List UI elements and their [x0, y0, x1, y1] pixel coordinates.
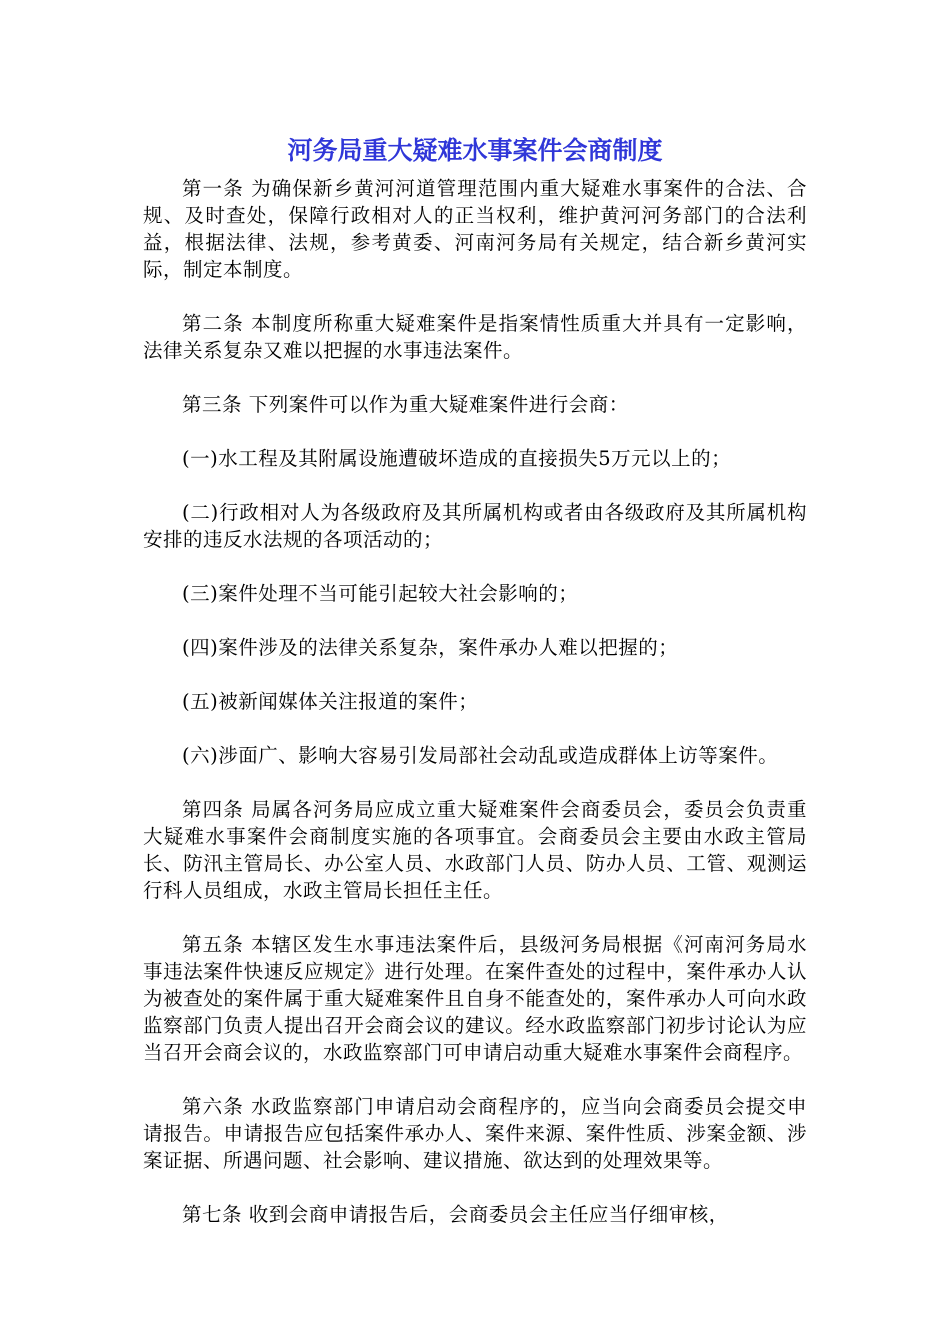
- article-3-item-5: (五)被新闻媒体关注报道的案件；: [182, 690, 479, 713]
- article-3-item-4: (四)案件涉及的法律关系复杂，案件承办人难以把握的；: [182, 636, 679, 659]
- document-body: [143, 175, 807, 1255]
- article-5: 第五条 本辖区发生水事违法案件后，县级河务局根据《河南河务局水事违法案件快速反应规定》进行处理。在案件查处的过程中，案件承办人认为被查处的案件属于重大疑难案件且自身不能查处的，案件承办人可向水政监察部门负责人提出召开会商会议的建议。经水政监察部门初步讨论认为应当召开会商会议的，水政监察部门可申请启动重大疑难水事案件会商程序。: [143, 933, 807, 1064]
- document-title: 河务局重大疑难水事案件会商制度: [287, 136, 663, 165]
- article-3-item-1: (一)水工程及其附属设施遭破坏造成的直接损失5万元以上的；: [182, 447, 732, 470]
- article-3-item-2: (二)行政相对人为各级政府及其所属机构或者由各级政府及其所属机构安排的违反水法规的各项活动的；: [143, 501, 807, 551]
- article-6: 第六条 水政监察部门申请启动会商程序的，应当向会商委员会提交申请报告。申请报告应包括案件承办人、案件来源、案件性质、涉案金额、涉案证据、所遇问题、社会影响、建议措施、欲达到的处理效果等。: [143, 1095, 807, 1172]
- article-3: 第三条 下列案件可以作为重大疑难案件进行会商：: [182, 393, 629, 416]
- article-1: 第一条 为确保新乡黄河河道管理范围内重大疑难水事案件的合法、合规、及时查处，保障行政相对人的正当权利，维护黄河河务部门的合法利益，根据法律、法规，参考黄委、河南河务局有关规定，结合新乡黄河实际，制定本制度。: [143, 177, 807, 281]
- article-4: 第四条 局属各河务局应成立重大疑难案件会商委员会，委员会负责重大疑难水事案件会商制度实施的各项事宜。会商委员会主要由水政主管局长、防汛主管局长、办公室人员、水政部门人员、防办人员、工管、观测运行科人员组成，水政主管局长担任主任。: [143, 798, 807, 902]
- article-3-item-3: (三)案件处理不当可能引起较大社会影响的；: [182, 582, 579, 605]
- article-7: 第七条 收到会商申请报告后，会商委员会主任应当仔细审核，: [182, 1203, 729, 1226]
- article-2: 第二条 本制度所称重大疑难案件是指案情性质重大并具有一定影响，法律关系复杂又难以把握的水事违法案件。: [143, 312, 807, 362]
- article-3-item-6: (六)涉面广、影响大容易引发局部社会动乱或造成群体上访等案件。: [182, 744, 779, 767]
